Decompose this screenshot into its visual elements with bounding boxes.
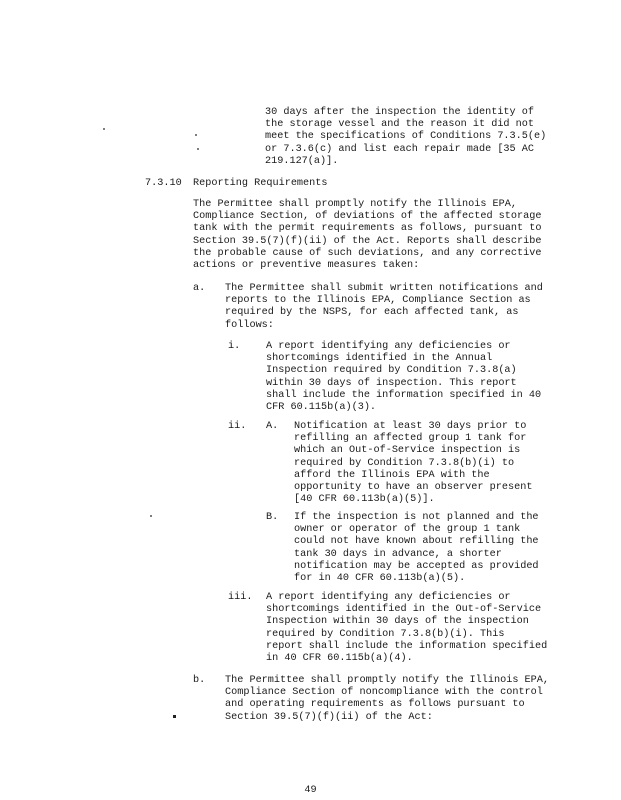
text-line: opportunity to have an observer present — [294, 482, 533, 494]
item-ii-b-marker: B. — [266, 512, 279, 523]
text-line: afford the Illinois EPA with the — [294, 469, 490, 481]
text-line: reports to the Illinois EPA, Compliance Section as — [225, 295, 531, 307]
text-line: Compliance Section, of deviations of the affected storage — [193, 211, 542, 223]
text-line: required by Condition 7.3.8(b)(i) to — [294, 457, 515, 469]
text-line: the storage vessel and the reason it did not — [265, 119, 534, 131]
carryover-paragraph — [265, 107, 546, 168]
scan-speck — [197, 148, 199, 150]
text-line: If the inspection is not planned and the — [294, 512, 539, 523]
text-line: Notification at least 30 days prior to — [294, 421, 527, 432]
text-line: which an Out-of-Service inspection is — [294, 445, 521, 457]
item-ii-a-text — [294, 421, 532, 506]
text-line: Inspection required by Condition 7.3.8(a) — [266, 365, 517, 377]
text-line: The Permittee shall submit written notifications and — [225, 283, 543, 294]
text-line: 219.127(a)]. — [265, 155, 339, 167]
text-line: shortcomings identified in the Out-of-Service — [266, 604, 542, 616]
item-b-text — [225, 675, 549, 724]
text-line: meet the specifications of Conditions 7.3.5(e) — [265, 131, 547, 143]
text-line: The Permittee shall promptly notify the Illinois EPA, — [225, 675, 550, 686]
text-line: and operating requirements as follows pursuant to — [225, 699, 525, 711]
text-line: for in 40 CFR 60.113b(a)(5). — [294, 573, 466, 585]
scan-speck — [150, 515, 152, 517]
text-line: [40 CFR 60.113b(a)(5)]. — [294, 494, 435, 506]
text-line: tank 30 days in advance, a shorter — [294, 548, 502, 560]
item-ii-b-text — [294, 512, 539, 585]
item-i-marker: i. — [228, 341, 241, 352]
text-line: within 30 days of inspection. This report — [266, 377, 517, 389]
text-line: tank with the permit requirements as follows, pursuant to — [193, 223, 542, 235]
text-line: Section 39.5(7)(f)(ii) of the Act. Reports shall describe — [193, 235, 542, 247]
text-line: follows: — [225, 319, 274, 331]
text-line: report shall include the information specified — [266, 640, 548, 652]
scan-speck — [195, 134, 197, 136]
text-line: 30 days after the inspection the identity of — [265, 107, 534, 118]
text-line: Compliance Section of noncompliance with the control — [225, 687, 543, 699]
text-line: required by Condition 7.3.8(b)(i). This — [266, 628, 505, 640]
text-line: Inspection within 30 days of the inspection — [266, 616, 529, 628]
section-title: Reporting Requirements — [193, 178, 328, 189]
section-number: 7.3.10 — [145, 178, 182, 189]
item-iii-text — [266, 592, 547, 665]
text-line: or 7.3.6(c) and list each repair made [35 AC — [265, 143, 534, 155]
item-a-text — [225, 283, 543, 332]
text-line: refilling an affected group 1 tank for — [294, 433, 527, 445]
text-line: shall include the information specified in 40 — [266, 389, 542, 401]
text-line: actions or preventive measures taken: — [193, 260, 420, 272]
margin-bullet — [173, 715, 176, 718]
lead-paragraph — [193, 199, 541, 272]
item-a-marker: a. — [193, 283, 206, 294]
item-iii-marker: iii. — [228, 592, 253, 603]
text-line: CFR 60.115b(a)(3). — [266, 402, 377, 414]
page-number: 49 — [304, 785, 317, 797]
text-line: owner or operator of the group 1 tank — [294, 524, 521, 536]
text-line: could not have known about refilling the — [294, 536, 539, 548]
text-line: The Permittee shall promptly notify the Illinois EPA, — [193, 199, 518, 210]
text-line: A report identifying any deficiencies or — [266, 592, 511, 603]
item-ii-a-marker: A. — [266, 421, 279, 432]
item-ii-marker: ii. — [228, 421, 247, 432]
text-line: in 40 CFR 60.115b(a)(4). — [266, 653, 413, 665]
text-line: A report identifying any deficiencies or — [266, 341, 511, 352]
text-line: shortcomings identified in the Annual — [266, 353, 493, 365]
scan-speck — [103, 128, 105, 130]
text-line: required by the NSPS, for each affected tank, as — [225, 307, 519, 319]
item-i-text — [266, 341, 541, 414]
text-line: notification may be accepted as provided — [294, 560, 539, 572]
text-line: the probable cause of such deviations, and any corrective — [193, 247, 542, 259]
text-line: Section 39.5(7)(f)(ii) of the Act: — [225, 711, 433, 723]
item-b-marker: b. — [193, 675, 206, 686]
